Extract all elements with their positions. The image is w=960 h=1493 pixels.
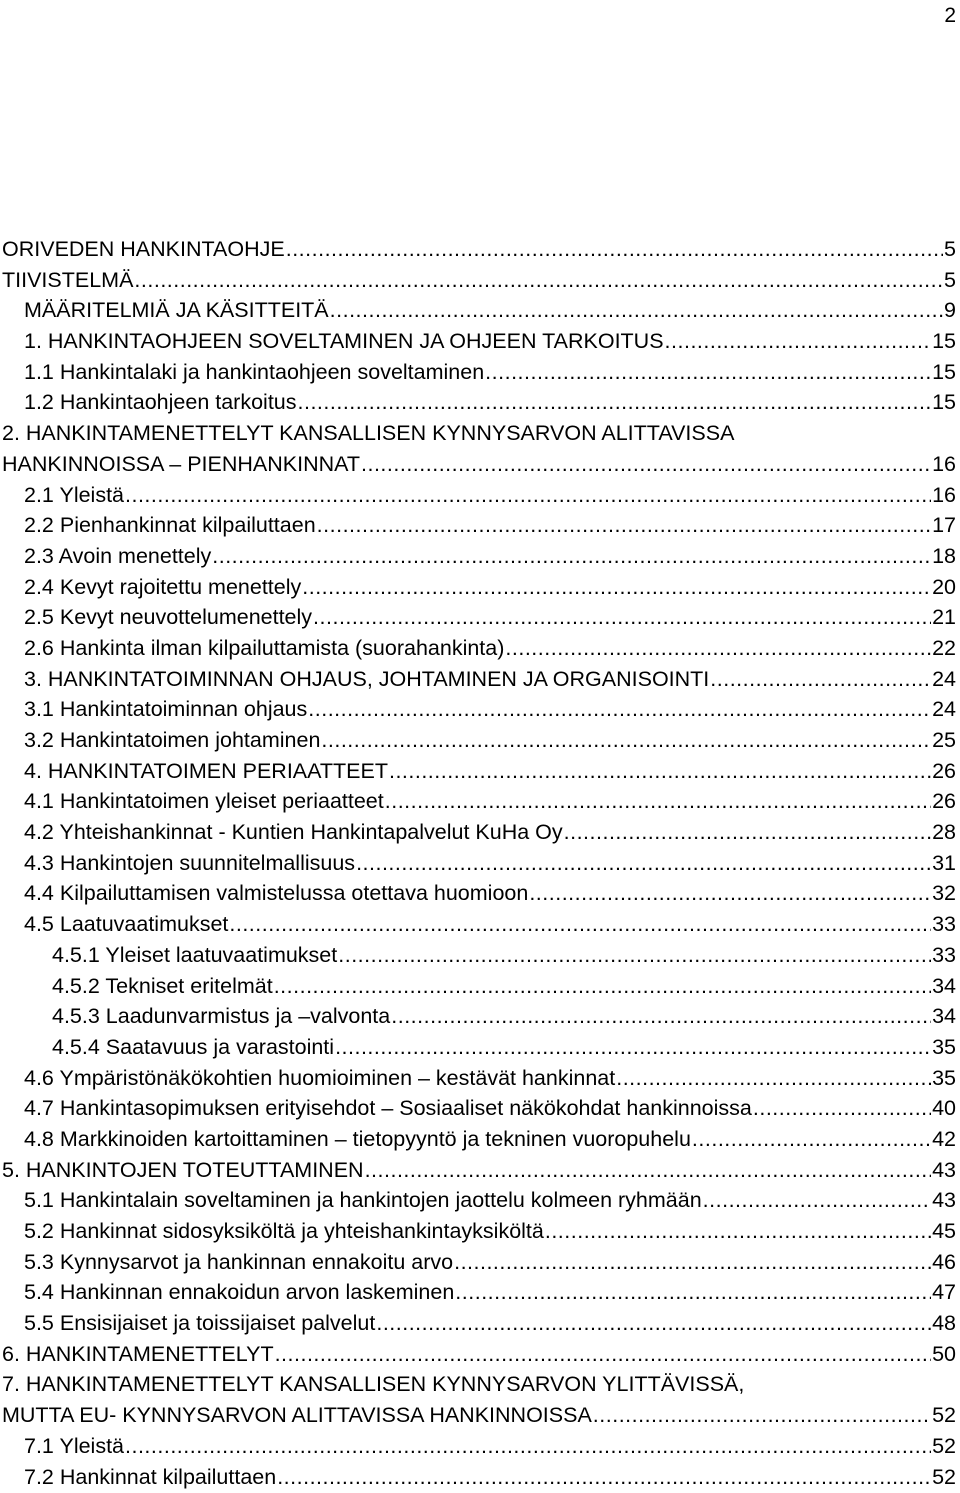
dot-leader (361, 449, 931, 480)
toc-entry-page-number: 31 (932, 850, 956, 875)
toc-entry-page-number: 26 (932, 758, 956, 783)
dot-leader (455, 1277, 931, 1308)
toc-entry-label: 5.3 Kynnysarvot ja hankinnan ennakoitu arvo (24, 1249, 454, 1274)
toc-entry-page-number: 24 (932, 697, 956, 722)
toc-entry-page-number: 52 (932, 1464, 956, 1489)
toc-entry-page-number: 18 (932, 543, 956, 568)
toc-entry[interactable] (0, 326, 956, 357)
toc-entry[interactable] (0, 1339, 956, 1370)
toc-entry-label: 4.6 Ympäristönäkökohtien huomioiminen – kestävät hankinnat (24, 1065, 616, 1090)
table-of-contents (0, 234, 956, 1492)
toc-entry-label: 4.5 Laatuvaatimukset (24, 912, 229, 937)
toc-entry-label: 3. HANKINTATOIMINNAN OHJAUS, JOHTAMINEN JA ORGANISOINTI (24, 666, 710, 691)
toc-entry[interactable] (0, 480, 956, 511)
dot-leader (286, 234, 943, 265)
dot-leader (692, 1124, 931, 1155)
toc-entry[interactable] (0, 1185, 956, 1216)
dot-leader (277, 1462, 931, 1493)
toc-entry[interactable] (0, 1093, 956, 1124)
toc-entry-label: 5. HANKINTOJEN TOTEUTTAMINEN (2, 1157, 364, 1182)
toc-entry[interactable] (0, 786, 956, 817)
toc-entry[interactable] (0, 694, 956, 725)
toc-entry[interactable] (0, 295, 956, 326)
toc-entry-page-number: 33 (932, 942, 956, 967)
toc-entry-page-number: 22 (932, 635, 956, 660)
dot-leader (529, 878, 931, 909)
dot-leader (376, 1308, 931, 1339)
toc-entry-label: 4.8 Markkinoiden kartoittaminen – tietopyyntö ja tekninen vuoropuhelu (24, 1126, 691, 1151)
toc-entry[interactable] (0, 572, 956, 603)
dot-leader (505, 633, 931, 664)
dot-leader (703, 1185, 931, 1216)
toc-entry[interactable] (0, 510, 956, 541)
toc-entry-page-number: 34 (932, 973, 956, 998)
toc-entry[interactable] (0, 1001, 956, 1032)
toc-entry-page-number: 46 (932, 1249, 956, 1274)
dot-leader (385, 786, 931, 817)
dot-leader (313, 602, 931, 633)
toc-entry[interactable] (0, 1277, 956, 1308)
toc-entry-label: 5.5 Ensisijaiset ja toissijaiset palvelut (24, 1311, 376, 1336)
toc-entry-label: 3.1 Hankintatoiminnan ohjaus (24, 697, 308, 722)
toc-entry[interactable] (0, 1216, 956, 1247)
toc-entry-label: 4.1 Hankintatoimen yleiset periaatteet (24, 789, 384, 814)
toc-entry-label: 4.5.1 Yleiset laatuvaatimukset (52, 942, 338, 967)
toc-entry-page-number: 52 (932, 1403, 956, 1428)
toc-entry-first-line: 2. HANKINTAMENETTELYT KANSALLISEN KYNNYSARVON ALITTAVISSA (2, 421, 735, 446)
toc-entry[interactable] (0, 664, 956, 695)
toc-entry-page-number: 17 (932, 513, 956, 538)
toc-entry-label: 2.2 Pienhankinnat kilpailuttaen (24, 513, 316, 538)
toc-entry-page-number: 16 (932, 451, 956, 476)
toc-entry-label: 4.5.4 Saatavuus ja varastointi (52, 1034, 335, 1059)
toc-entry[interactable] (0, 602, 956, 633)
dot-leader (275, 1339, 932, 1370)
toc-entry[interactable] (0, 541, 956, 572)
toc-entry[interactable] (0, 357, 956, 388)
toc-entry[interactable] (0, 418, 956, 479)
toc-entry-page-number: 42 (932, 1126, 956, 1151)
toc-entry-label: 5.4 Hankinnan ennakoidun arvon laskeminen (24, 1280, 455, 1305)
dot-leader (330, 295, 943, 326)
toc-entry-page-number: 34 (932, 1004, 956, 1029)
toc-entry-page-number: 50 (932, 1341, 956, 1366)
toc-entry-page-number: 16 (932, 482, 956, 507)
toc-entry-label: HANKINNOISSA – PIENHANKINNAT (2, 451, 361, 476)
toc-entry-label: 4. HANKINTATOIMEN PERIAATTEET (24, 758, 388, 783)
toc-entry-label: 6. HANKINTAMENETTELYT (2, 1341, 274, 1366)
toc-entry[interactable] (0, 1369, 956, 1430)
toc-entry-page-number: 52 (932, 1433, 956, 1458)
toc-entry-label: 5.1 Hankintalain soveltaminen ja hankintojen jaottelu kolmeen ryhmään (24, 1188, 702, 1213)
toc-entry-label: 4.5.3 Laadunvarmistus ja –valvonta (52, 1004, 391, 1029)
toc-entry[interactable] (0, 1155, 956, 1186)
dot-leader (356, 848, 931, 879)
toc-entry-label: 4.5.2 Tekniset eritelmät (52, 973, 273, 998)
dot-leader (335, 1032, 931, 1063)
toc-entry-page-number: 5 (944, 237, 956, 261)
toc-entry[interactable] (0, 817, 956, 848)
dot-leader (317, 510, 931, 541)
dot-leader (545, 1216, 931, 1247)
dot-leader (308, 694, 931, 725)
toc-entry-label: MÄÄRITELMIÄ JA KÄSITTEITÄ (24, 298, 329, 323)
dot-leader (593, 1400, 931, 1431)
toc-entry[interactable] (0, 878, 956, 909)
toc-entry-page-number: 15 (932, 390, 956, 415)
toc-entry[interactable] (0, 1462, 956, 1493)
toc-entry-label: MUTTA EU- KYNNYSARVON ALITTAVISSA HANKINNOISSA (2, 1403, 592, 1428)
dot-leader (564, 817, 931, 848)
toc-entry-label: ORIVEDEN HANKINTAOHJE (2, 237, 285, 261)
dot-leader (125, 1431, 931, 1462)
toc-entry-page-number: 32 (932, 881, 956, 906)
dot-leader (229, 909, 931, 940)
toc-entry[interactable] (0, 725, 956, 756)
dot-leader (616, 1063, 931, 1094)
toc-entry-page-number: 20 (932, 574, 956, 599)
toc-entry-label: 1.1 Hankintalaki ja hankintaohjeen soveltaminen (24, 359, 485, 384)
toc-entry-label: 4.4 Kilpailuttamisen valmistelussa otettava huomioon (24, 881, 529, 906)
toc-entry-page-number: 40 (932, 1096, 956, 1121)
toc-entry[interactable] (0, 756, 956, 787)
toc-entry-page-number: 45 (932, 1219, 956, 1244)
toc-entry-label: 4.3 Hankintojen suunnitelmallisuus (24, 850, 356, 875)
toc-entry[interactable] (0, 971, 956, 1002)
toc-entry-page-number: 24 (932, 666, 956, 691)
toc-entry-page-number: 15 (932, 329, 956, 354)
toc-entry[interactable] (0, 940, 956, 971)
toc-entry-page-number: 43 (932, 1188, 956, 1213)
toc-entry[interactable] (0, 909, 956, 940)
toc-entry-label: 2.6 Hankinta ilman kilpailuttamista (suorahankinta) (24, 635, 505, 660)
dot-leader (710, 664, 931, 695)
dot-leader (338, 940, 931, 971)
dot-leader (274, 971, 931, 1002)
toc-entry[interactable] (0, 387, 956, 418)
toc-entry-page-number: 5 (944, 267, 956, 292)
dot-leader (212, 541, 931, 572)
toc-entry-page-number: 21 (932, 605, 956, 630)
toc-entry-page-number: 33 (932, 912, 956, 937)
toc-entry-page-number: 28 (932, 820, 956, 845)
toc-entry[interactable] (0, 1063, 956, 1094)
dot-leader (753, 1093, 931, 1124)
dot-leader (302, 572, 931, 603)
dot-leader (298, 387, 932, 418)
toc-entry-label: 3.2 Hankintatoimen johtaminen (24, 728, 321, 753)
dot-leader (665, 326, 932, 357)
dot-leader (125, 480, 931, 511)
toc-entry-label: 2.5 Kevyt neuvottelumenettely (24, 605, 313, 630)
toc-entry-label: 2.4 Kevyt rajoitettu menettely (24, 574, 302, 599)
toc-entry[interactable] (0, 1247, 956, 1278)
page-number: 2 (944, 4, 956, 27)
toc-entry[interactable] (0, 1124, 956, 1155)
toc-entry[interactable] (0, 1032, 956, 1063)
dot-leader (485, 357, 931, 388)
toc-entry-label: TIIVISTELMÄ (2, 267, 134, 292)
toc-entry-page-number: 25 (932, 728, 956, 753)
toc-entry-page-number: 26 (932, 789, 956, 814)
toc-entry-label: 1.2 Hankintaohjeen tarkoitus (24, 390, 297, 415)
toc-entry-label: 4.2 Yhteishankinnat - Kuntien Hankintapalvelut KuHa Oy (24, 820, 563, 845)
toc-entry[interactable] (0, 1308, 956, 1339)
toc-entry-first-line: 7. HANKINTAMENETTELYT KANSALLISEN KYNNYSARVON YLITTÄVISSÄ, (2, 1372, 745, 1397)
toc-entry-page-number: 43 (932, 1157, 956, 1182)
toc-entry-label: 1. HANKINTAOHJEEN SOVELTAMINEN JA OHJEEN TARKOITUS (24, 329, 664, 354)
toc-entry-label: 2.3 Avoin menettely (24, 543, 212, 568)
toc-entry-page-number: 48 (932, 1311, 956, 1336)
toc-entry-page-number: 15 (932, 359, 956, 384)
dot-leader (454, 1247, 931, 1278)
toc-entry-page-number: 9 (944, 298, 956, 323)
toc-entry[interactable] (0, 848, 956, 879)
toc-entry[interactable] (0, 234, 956, 265)
dot-leader (365, 1155, 932, 1186)
toc-entry-page-number: 35 (932, 1065, 956, 1090)
dot-leader (389, 756, 931, 787)
dot-leader (391, 1001, 931, 1032)
toc-entry-label: 5.2 Hankinnat sidosyksiköltä ja yhteishankintayksiköltä (24, 1219, 544, 1244)
toc-entry-label: 2.1 Yleistä (24, 482, 125, 507)
dot-leader (134, 265, 943, 296)
toc-entry[interactable] (0, 633, 956, 664)
toc-entry-page-number: 35 (932, 1034, 956, 1059)
dot-leader (321, 725, 931, 756)
toc-entry-label: 7.2 Hankinnat kilpailuttaen (24, 1464, 277, 1489)
toc-entry[interactable] (0, 1431, 956, 1462)
toc-entry[interactable] (0, 265, 956, 296)
toc-entry-page-number: 47 (932, 1280, 956, 1305)
toc-entry-label: 7.1 Yleistä (24, 1433, 125, 1458)
toc-entry-label: 4.7 Hankintasopimuksen erityisehdot – Sosiaaliset näkökohdat hankinnoissa (24, 1096, 752, 1121)
